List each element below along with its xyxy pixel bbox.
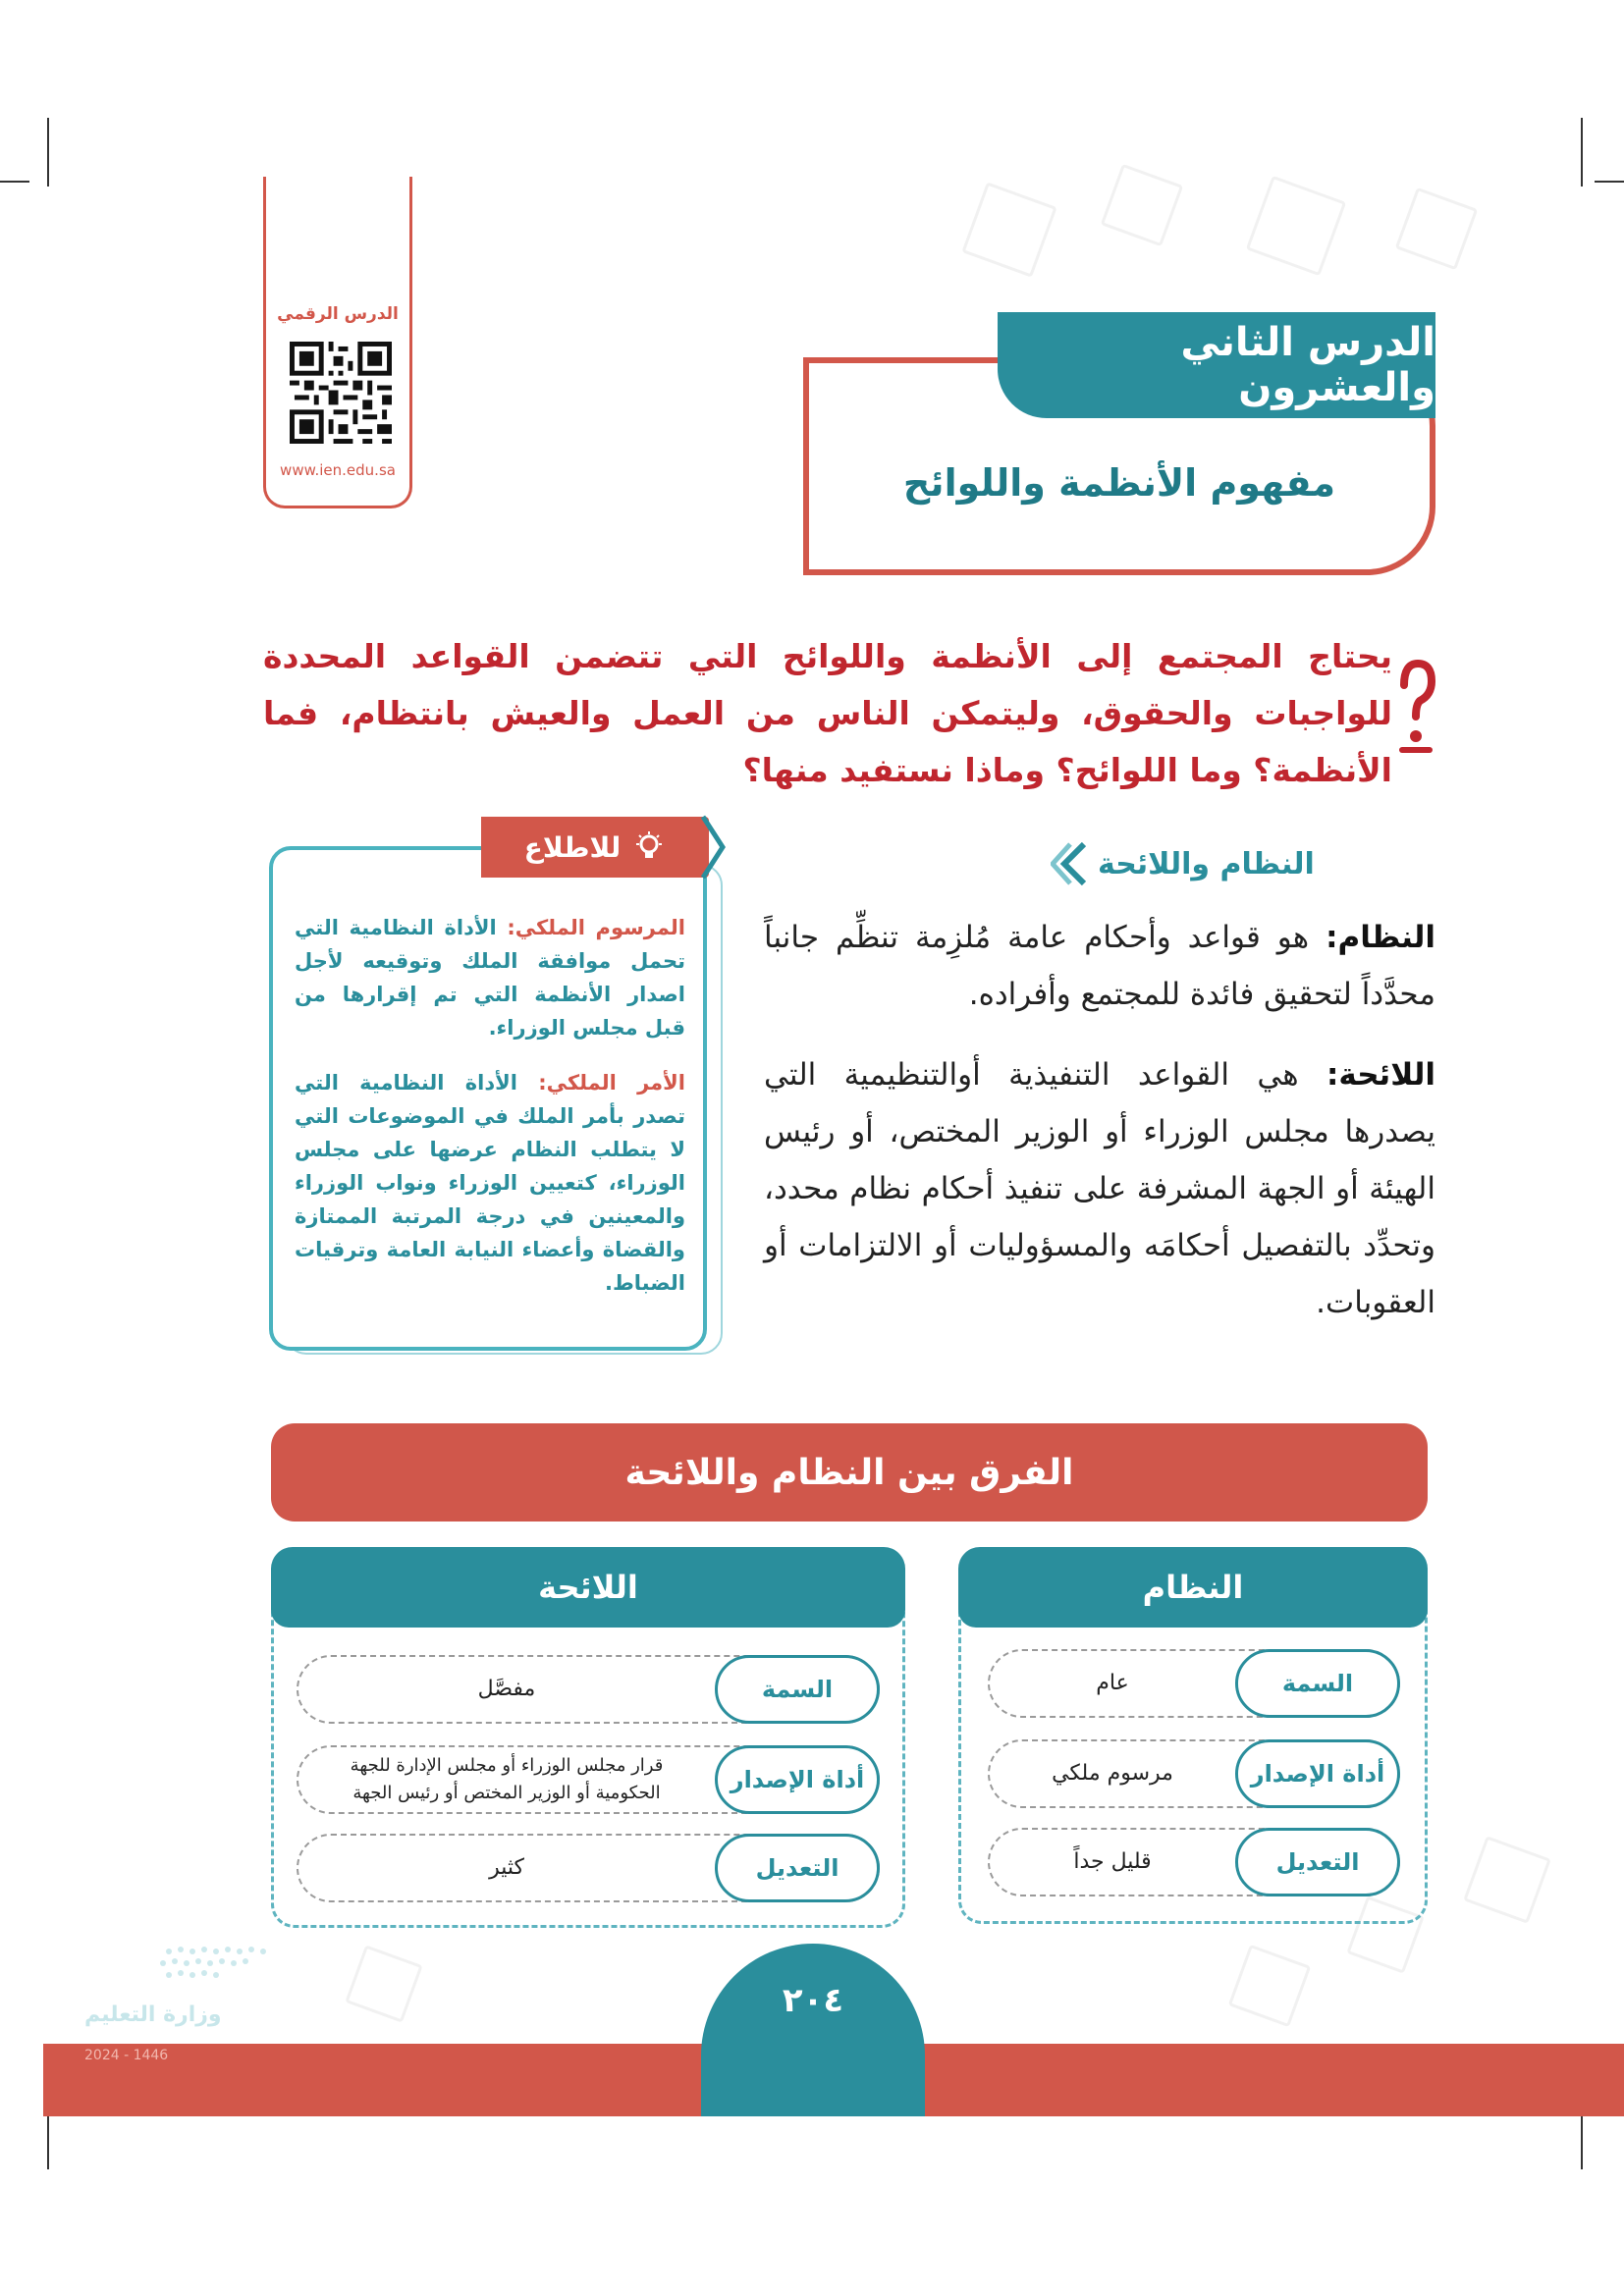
- system-row-key: أداة الإصدار: [1235, 1739, 1400, 1808]
- regulation-row-value: قرار مجلس الوزراء أو مجلس الإدارة للجهة الحكومية أو الوزير المختص أو رئيس الجهة: [350, 1755, 664, 1803]
- comparison-title: الفرق بين النظام واللائحة: [271, 1423, 1428, 1522]
- royal-decree-text: الأداة النظامية التي تحمل موافقة الملك وتوقيعه لأجل اصدار الأنظمة التي تم إقرارها من قبل مجلس الوزراء.: [295, 916, 685, 1040]
- system-panel-header: النظام: [958, 1547, 1428, 1628]
- background-pattern: [345, 1945, 422, 2022]
- system-row: [988, 1828, 1400, 1896]
- info-box-title: للاطلاع: [523, 830, 622, 864]
- intro-paragraph: يحتاج المجتمع إلى الأنظمة واللوائح التي تتضمن القواعد المحددة للواجبات والحقوق، وليتمكن الناس من العمل والعيش بانتظام، فما الأنظمة؟ وما اللوائح؟ وماذا نستفيد منها؟: [263, 637, 1392, 789]
- question-mark-icon: [1396, 656, 1435, 764]
- regulation-row-value: كثير: [489, 1855, 524, 1880]
- royal-decree-paragraph: [295, 911, 685, 1044]
- lightbulb-icon: [632, 830, 666, 864]
- double-chevron-icon: [1051, 842, 1086, 885]
- regulation-row: [297, 1655, 880, 1724]
- royal-order-label: الأمر الملكي:: [538, 1071, 685, 1095]
- section-heading-text: النظام واللائحة: [1098, 846, 1315, 881]
- digital-lesson-label: الدرس الرقمي: [277, 304, 399, 324]
- regulation-term: اللائحة:: [1326, 1057, 1435, 1093]
- system-def-text: هو قواعد وأحكام عامة مُلزِمة تنظِّم جانباً محدَّداً لتحقيق فائدة للمجتمع وأفراده.: [764, 920, 1435, 1012]
- regulation-def-text: هي القواعد التنفيذية أوالتنظيمية التي يصدرها مجلس الوزراء أو الوزير المختص، أو رئيس الهيئة أو الجهة المشرفة على تنفيذ أحكام نظام محدد، وتحدِّد بالتفصيل أحكامَه والمسؤوليات أو الالتزامات أو العقوبات.: [764, 1057, 1435, 1320]
- system-row-value: مرسوم ملكي: [1052, 1761, 1173, 1786]
- system-term: النظام:: [1326, 920, 1435, 955]
- regulation-row-key: السمة: [715, 1655, 880, 1724]
- background-pattern: [1228, 1945, 1312, 2028]
- tab-chevron-icon: [701, 815, 727, 880]
- system-row-value: عام: [1096, 1671, 1129, 1695]
- background-pattern: [1101, 164, 1184, 247]
- background-pattern: [1246, 176, 1347, 277]
- regulation-row: [297, 1834, 880, 1902]
- crop-mark: [0, 181, 29, 183]
- crop-mark: [47, 118, 49, 187]
- regulation-row-value: مفصَّل: [477, 1677, 536, 1701]
- lesson-number-title: الدرس الثاني والعشرون: [998, 312, 1435, 418]
- royal-order-paragraph: [295, 1066, 685, 1300]
- regulation-definition: [764, 1046, 1435, 1331]
- background-pattern: [961, 182, 1056, 277]
- crop-mark: [1581, 118, 1583, 187]
- system-row-value: قليل جداً: [1073, 1849, 1152, 1874]
- royal-decree-label: المرسوم الملكي:: [507, 916, 685, 939]
- info-box-tab: [481, 817, 709, 878]
- ministry-name: وزارة التعليم: [84, 2002, 222, 2027]
- system-row: [988, 1649, 1400, 1718]
- royal-order-text: الأداة النظامية التي تصدر بأمر الملك في الموضوعات التي لا يتطلب النظام عرضها على مجلس الوزراء، كتعيين الوزراء ونواب الوزراء والمعينين في درجة المرتبة الممتازة والقضاة وأعضاء النيابة العامة وترقيات الضباط.: [295, 1071, 685, 1295]
- section-heading: [1051, 836, 1435, 891]
- background-pattern: [1395, 187, 1479, 271]
- edition-year: 2024 - 1446: [84, 2048, 169, 2063]
- regulation-row-key: التعديل: [715, 1834, 880, 1902]
- qr-code-icon[interactable]: [290, 342, 392, 444]
- digital-lesson-card[interactable]: [263, 177, 412, 508]
- lesson-title: مفهوم الأنظمة واللوائح: [902, 461, 1336, 505]
- regulation-row: [297, 1745, 880, 1814]
- system-definition: [764, 909, 1435, 1023]
- regulation-row-key: أداة الإصدار: [715, 1745, 880, 1814]
- regulation-panel-header: اللائحة: [271, 1547, 905, 1628]
- digital-lesson-url[interactable]: www.ien.edu.sa: [280, 461, 396, 479]
- system-row-key: التعديل: [1235, 1828, 1400, 1896]
- page-number: ٢٠٤: [701, 1944, 925, 2116]
- background-pattern: [1463, 1836, 1551, 1924]
- crop-mark: [1595, 181, 1624, 183]
- info-box-content: [295, 911, 685, 1300]
- system-row: [988, 1739, 1400, 1808]
- system-row-key: السمة: [1235, 1649, 1400, 1718]
